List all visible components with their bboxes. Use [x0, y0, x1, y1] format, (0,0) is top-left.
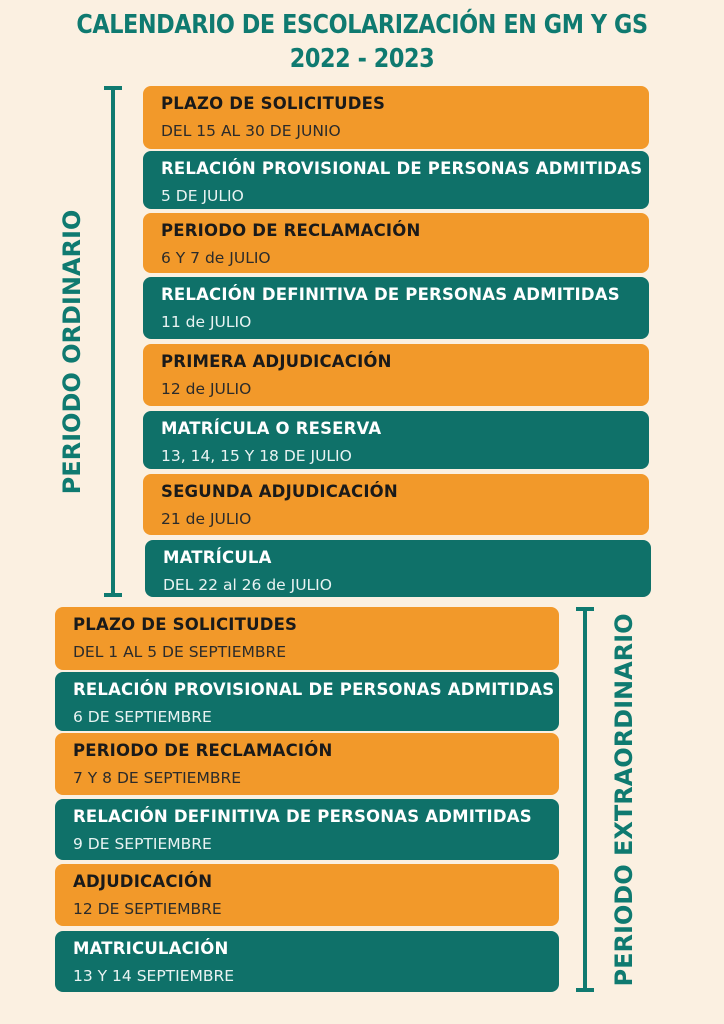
item-date: DEL 15 AL 30 DE JUNIO [161, 122, 341, 140]
extraordinario-bracket-bottom [576, 988, 594, 992]
item-title: RELACIÓN DEFINITIVA DE PERSONAS ADMITIDAS [161, 285, 620, 304]
title-line-2: 2022 - 2023 [289, 44, 435, 74]
ordinario-item-primera-adjudicacion [143, 344, 649, 406]
item-date: 21 de JULIO [161, 510, 252, 528]
item-date: DEL 22 al 26 de JULIO [163, 576, 332, 594]
item-title: MATRÍCULA [163, 548, 272, 567]
extraordinario-item-plazo-solicitudes [55, 607, 559, 670]
ordinario-item-matricula-reserva [143, 411, 649, 469]
extraordinario-item-adjudicacion [55, 864, 559, 926]
ordinario-item-matricula [145, 540, 651, 597]
ordinario-item-plazo-solicitudes [143, 86, 649, 149]
item-title: RELACIÓN DEFINITIVA DE PERSONAS ADMITIDAS [73, 807, 532, 826]
ordinario-item-relacion-provisional [143, 151, 649, 209]
extraordinario-item-relacion-provisional [55, 672, 559, 731]
item-date: DEL 1 AL 5 DE SEPTIEMBRE [73, 643, 287, 661]
item-title: PLAZO DE SOLICITUDES [73, 615, 298, 634]
title-line-1: CALENDARIO DE ESCOLARIZACIÓN EN GM Y GS [76, 10, 648, 40]
extraordinario-item-matriculacion [55, 931, 559, 992]
item-title: RELACIÓN PROVISIONAL DE PERSONAS ADMITIDAS [161, 159, 643, 178]
extraordinario-item-relacion-definitiva [55, 799, 559, 860]
page-title [51, 8, 674, 76]
item-date: 13, 14, 15 Y 18 DE JULIO [161, 447, 352, 465]
item-date: 5 DE JULIO [161, 187, 244, 205]
ordinario-item-relacion-definitiva [143, 277, 649, 339]
item-date: 6 Y 7 de JULIO [161, 249, 271, 267]
item-date: 12 de JULIO [161, 380, 252, 398]
item-date: 6 DE SEPTIEMBRE [73, 708, 212, 726]
ordinario-item-segunda-adjudicacion [143, 474, 649, 535]
item-date: 11 de JULIO [161, 313, 252, 331]
item-date: 7 Y 8 DE SEPTIEMBRE [73, 769, 242, 787]
item-title: ADJUDICACIÓN [73, 872, 213, 891]
item-title: MATRÍCULA O RESERVA [161, 419, 382, 438]
item-date: 12 DE SEPTIEMBRE [73, 900, 222, 918]
extraordinario-item-periodo-reclamacion [55, 733, 559, 795]
ordinario-bracket [111, 86, 115, 596]
extraordinario-label: PERIODO EXTRAORDINARIO [610, 613, 638, 987]
item-date: 9 DE SEPTIEMBRE [73, 835, 212, 853]
extraordinario-bracket [583, 607, 587, 991]
item-title: PLAZO DE SOLICITUDES [161, 94, 386, 113]
item-date: 13 Y 14 SEPTIEMBRE [73, 967, 235, 985]
item-title: PERIODO DE RECLAMACIÓN [161, 221, 421, 240]
item-title: RELACIÓN PROVISIONAL DE PERSONAS ADMITIDAS [73, 680, 555, 699]
ordinario-item-periodo-reclamacion [143, 213, 649, 273]
item-title: PERIODO DE RECLAMACIÓN [73, 741, 333, 760]
item-title: PRIMERA ADJUDICACIÓN [161, 352, 392, 371]
ordinario-label: PERIODO ORDINARIO [58, 209, 86, 495]
item-title: MATRICULACIÓN [73, 939, 229, 958]
ordinario-bracket-bottom [104, 593, 122, 597]
item-title: SEGUNDA ADJUDICACIÓN [161, 482, 398, 501]
